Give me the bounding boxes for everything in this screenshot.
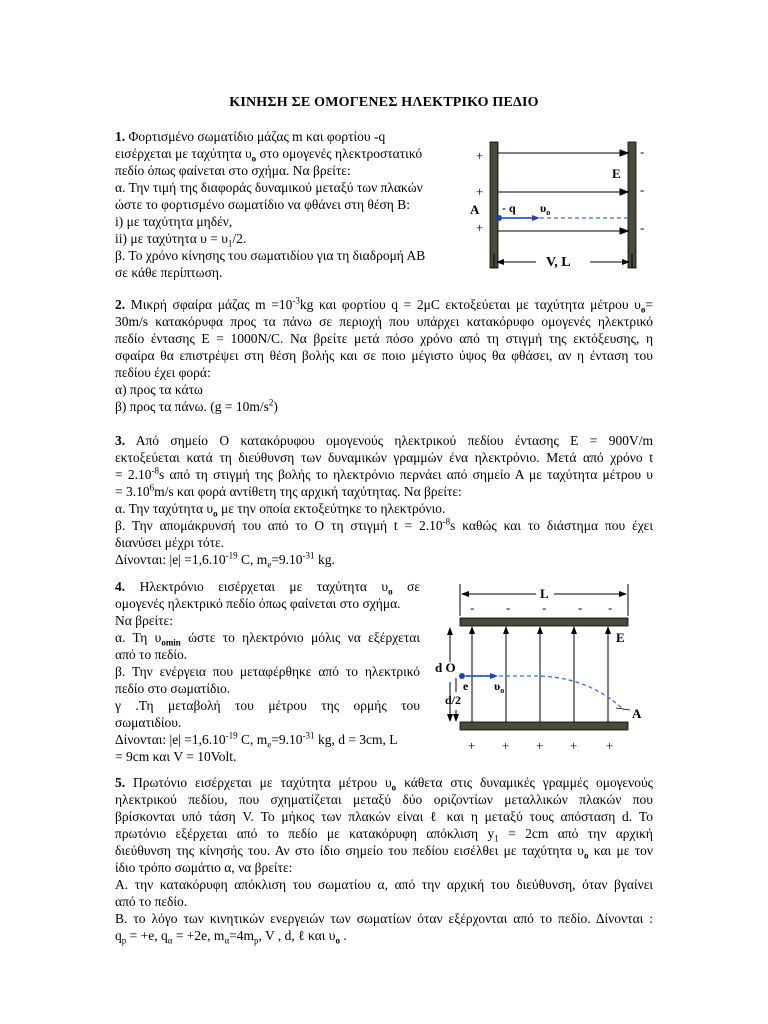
p5-l5b: και με τον [588,843,653,858]
problem-5-line-2: ηλεκτρικού πεδίου, που σχηματίζεται μεταξύ δύο οριζοντίων μεταλλικών πλακών που [115,792,653,807]
p3-l6b: s καθώς και το διάστημα που έχει [450,518,653,533]
p2-l1s2: o [640,304,646,315]
plus-bot: + [476,220,484,235]
velocity-label [494,679,504,695]
p1-l7s: 1 [227,238,233,249]
minus-3: - [542,600,547,615]
p3-l8b: C, m [237,552,268,567]
p2-l1b: kg και φορτίου q = 2μC εκτοξεύεται με ταχύτητα μέτρου υ [299,297,641,312]
p5-l10s3: α [224,935,230,946]
problem-5-line-9: Β. το λόγο των κινητικών ενεργειών των σωματίων όταν εξέρχονται από το πεδίο. Δίνονται : [115,911,653,926]
problem-4-line-2: ομογενές ηλεκτρικό πεδίο όπως φαίνεται στο σχήμα. [115,596,401,611]
problem-3-line-7: διανύσει μέχρι τότε. [115,535,225,550]
p2-l1a: Μικρή σφαίρα μάζας m =10 [125,297,293,312]
dimension-label-VL: V, L [546,255,571,270]
problem-2 [115,296,653,415]
figure-2-deflection [430,582,656,758]
p4-l10s3: -31 [302,730,315,741]
p3-l4s: 6 [149,482,155,493]
problem-1-line-7 [115,230,455,247]
velocity-label [540,201,550,217]
plus-2: + [502,738,510,753]
p4-l1s: o [388,586,393,597]
p3-l8s2: e [267,559,272,570]
p5-l10f: . [339,928,347,943]
p4-l4a: α. Τη υ [115,630,162,645]
problem-4-line-8: γ .Τη μεταβολή του μέτρου της ορμής του [115,698,420,713]
problem-3-line-3 [115,466,653,483]
minus-mid: - [640,182,645,197]
p3-l8s3: -31 [302,550,315,561]
p3-l4b: m/s και φορά αντίθετη της αρχική ταχύτητας. Να βρείτε: [154,484,462,499]
p3-l3a: = 2.10 [115,467,152,482]
p5-l1a: Πρωτόνιο εισέρχεται με ταχύτητα μέτρου υ [125,775,392,790]
p5-l10s5: o [335,935,340,946]
plus-top: + [476,148,484,163]
p5-l4b: = 2cm από την αρχική [498,826,653,841]
p5-l10d: =4m [229,928,255,943]
p5-l10c: = +2e, m [172,928,225,943]
p2-l7b: ) [273,399,278,414]
problem-4-line-1 [115,578,420,595]
p1-l2b: στο ομογενές ηλεκτροστατικό [256,146,423,161]
p5-l5s: o [583,850,589,861]
p3-l8d: kg. [314,552,335,567]
p4-l10s: -19 [225,730,238,741]
p5-l4s: 1 [494,833,499,844]
point-A-label: A [632,706,642,721]
p3-l5s: o [213,508,218,519]
problem-4-line-9: σωματιδίου. [115,715,182,730]
problem-1-line-1 [115,128,455,145]
p5-l10e: , V , d, ℓ και υ [258,928,336,943]
electron-label: e [463,679,469,693]
field-lines [498,150,628,234]
problem-3-line-4 [115,483,653,500]
p3-l8a: Δίνονται: |e| =1,6.10 [115,552,226,567]
p5-l10a: q [115,928,122,943]
figure-1-parallel-plates [462,136,662,276]
p3-l8c: =9.10 [271,552,303,567]
p2-l1c: = [645,297,653,312]
problem-2-line-7 [115,398,653,415]
problem-1-line-9: σε κάθε περίπτωση. [115,265,223,280]
minus-4: - [578,600,583,615]
trajectory-curve [464,676,624,710]
p1-l7b: /2. [232,231,247,246]
problem-5 [115,774,653,944]
problem-3-line-6 [115,517,653,534]
problem-3-line-5 [115,500,653,517]
fig2-vsub: o [500,686,505,695]
velocity-arrow-head [532,215,540,221]
fig1-vsub: o [546,208,551,217]
p4-l10a: Δίνονται: |e| =1,6.10 [115,732,226,747]
p4-l10d: kg, d = 3cm, L [314,732,398,747]
top-minus-signs [470,600,612,615]
problem-2-line-3: πεδίο έντασης E = 1000N/C. Να βρείτε μετά πόσο χρόνο από τη στιγμή της εκτόξευσης, η [115,331,653,346]
problem-4-line-7: πεδίο στο σωματίδιο. [115,681,231,696]
p3-l6a: β. Την απομάκρυνσή του από το Ο τη στιγμή t = 2.10 [115,518,443,533]
p5-l1s: o [391,782,397,793]
p5-l10b: = +e, q [126,928,168,943]
left-plate [490,142,498,268]
problem-1-line-4: α. Την τιμή της διαφοράς δυναμικού μεταξύ των πλακών [115,180,423,195]
p3-l4a: = 3.10 [115,484,150,499]
p3-l1: Από σημείο Ο κατακόρυφου ομογενούς ηλεκτρικού πεδίου έντασης E = 900V/m [125,433,653,448]
problem-2-line-4: σφαίρα θα επιστρέψει στη θέση βολής και σε ποιο μέγιστο ύψος θα φθάσει, αν η ένταση του [115,348,653,363]
problem-5-line-7: Α. την κατακόρυφη απόκλιση του σωματίου α, από την αρχική του διεύθυνση, όταν βγαίνει [115,877,653,892]
p1-l7a: ii) με ταχύτητα υ = υ [115,231,228,246]
problem-2-line-1 [115,296,653,313]
p3-l3b: s από τη στιγμή της βολής το ηλεκτρόνιο περνάει από σημείο Α με ταχύτητα μέτρου υ [158,467,653,482]
problem-2-line-5: πεδίου έχει φορά: [115,365,211,380]
problem-1-line-2 [115,145,455,162]
plus-mid: + [476,184,484,199]
half-gap-label: d/2 [445,693,462,707]
problem-1-line-8: β. Το χρόνο κίνησης του σωματιδίου για τη διαδρομή ΑΒ [115,248,426,263]
p4-l4b: ώστε το ηλεκτρόνιο μόλις να εξέρχεται [180,630,420,645]
p1-l1: Φορτισμένο σωματίδιο μάζας m και φορτίου -q [125,129,386,144]
field-label-E: E [616,630,625,645]
problem-2-number: 2. [115,297,126,312]
p4-l10c: =9.10 [271,732,303,747]
problem-3-line-1 [115,432,653,449]
problem-3 [115,432,653,568]
minus-bot: - [640,220,645,235]
p2-l7a: β) προς τα πάνω. (g = 10m/s [115,399,269,414]
problem-4-line-4 [115,629,420,646]
p5-l10s2: α [167,935,173,946]
field-label-E: E [612,166,621,181]
p2-l1s: -3 [292,295,300,306]
field-arrow-heads [469,626,611,634]
problem-5-line-10 [115,927,653,944]
plus-1: + [468,738,476,753]
problem-1 [115,128,455,281]
p4-l10s2: e [267,739,272,750]
problem-1-line-6: i) με ταχύτητα μηδέν, [115,214,233,229]
top-plate [460,618,628,626]
problem-4-number: 4. [115,579,126,594]
fig1-v: υ [540,201,547,215]
p3-l6s: -8 [442,516,451,527]
problem-5-line-5 [115,842,653,859]
p4-l10b: C, m [237,732,268,747]
p3-l5b: με την οποία εκτοξεύτηκε το ηλεκτρόνιο. [217,501,446,516]
problem-5-line-1 [115,774,653,791]
p5-l4a: πρωτόνιο εξέρχεται από το πεδίο με κατακόρυφη απόκλιση y [115,826,495,841]
p3-l3s: -8 [151,465,159,476]
plus-5: + [606,738,614,753]
problem-4 [115,578,420,765]
p5-l1b: κάθετα στις δυναμικές γραμμές ομογενούς [396,775,653,790]
minus-2: - [506,600,511,615]
minus-5: - [608,600,613,615]
bottom-plus-signs [468,738,613,753]
problem-5-line-4 [115,825,653,842]
page-title: ΚΙΝΗΣΗ ΣΕ ΟΜΟΓΕΝΕΣ ΗΛΕΚΤΡΙΚΟ ΠΕΔΙΟ [229,95,539,110]
point-A-label: A [470,202,480,217]
p1-l2a: εισέρχεται με ταχύτητα υ [115,146,252,161]
charge-label: - q [502,201,516,215]
right-plate [628,142,636,268]
problem-3-number: 3. [115,433,126,448]
p3-l8s: -19 [225,550,238,561]
p4-l1b: σε [392,579,420,594]
problem-4-line-11: = 9cm και V = 10Volt. [115,749,237,764]
problem-5-number: 5. [115,775,126,790]
particle [496,215,502,221]
gap-label-dO: d O [435,660,456,675]
problem-1-line-5: ώστε το φορτισμένο σωματίδιο να φθάνει στη θέση B: [115,197,410,212]
plus-4: + [570,738,578,753]
p5-l5a: διεύθυνση της κίνησής του. Αν στο ίδιο σημείο του πεδίου εισέλθει με ταχύτητα υ [115,843,584,858]
problem-4-line-6: β. Την ενέργεια που μεταφέρθηκε από το ηλεκτρικό [115,664,420,679]
problem-5-line-6: ίδιο τρόπο σωμάτιο α, να βρείτε: [115,860,293,875]
minus-top: - [640,144,645,159]
problem-1-line-3: πεδίο όπως φαίνεται στο σχήμα. Να βρείτε: [115,163,351,178]
problem-2-line-6: α) προς τα κάτω [115,382,203,397]
problem-5-line-3: βρίσκονται υπό τάση V. Το μήκος των πλακών είναι ℓ και η μεταξύ τους απόσταση d. Το [115,809,653,824]
A-pointer [616,708,630,710]
p4-l1a: Ηλεκτρόνιο εισέρχεται με ταχύτητα υ [125,579,389,594]
p2-l7s: 2 [268,397,274,408]
plus-3: + [536,738,544,753]
length-label-L: L [540,586,549,601]
problem-4-line-3: Να βρείτε: [115,613,173,628]
problem-4-line-10 [115,731,420,748]
problem-1-number: 1. [115,129,126,144]
problem-2-line-2: 30m/s κατακόρυφα προς τα πάνω σε περιοχή που υπάρχει κατακόρυφο ομογενές ηλεκτρικό [115,314,653,329]
problem-3-line-8 [115,551,653,568]
p5-l10s: p [121,935,127,946]
p1-l2s: o [251,153,257,164]
problem-3-line-2: εκτοξεύεται κατά τη διεύθυνση των δυναμικών γραμμών ένα ηλεκτρόνιο. Μετά από χρόνο t [115,450,653,465]
p4-l4s: omin [161,637,181,648]
p5-l10s4: p [254,935,259,946]
problem-5-line-8: από το πεδίο. [115,894,188,909]
p3-l5a: α. Την ταχύτητα υ [115,501,214,516]
bottom-plate [460,722,628,730]
minus-1: - [470,600,475,615]
problem-4-line-5: από το πεδίο. [115,647,188,662]
fig2-v: υ [494,679,501,693]
